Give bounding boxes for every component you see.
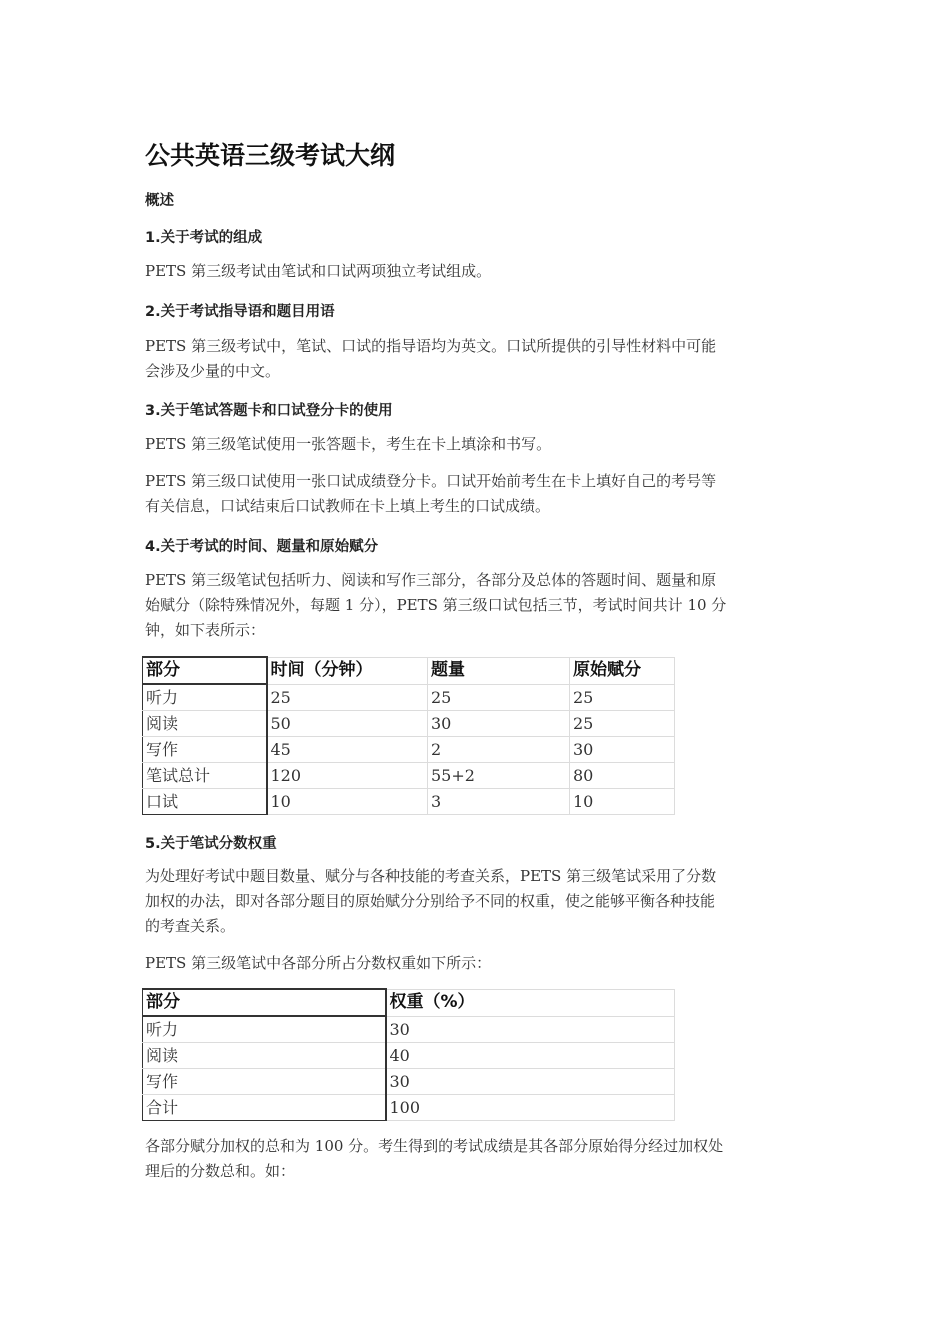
table-cell: 50: [267, 711, 428, 737]
table-cell: 2: [428, 737, 570, 763]
table-cell: 笔试总计: [143, 763, 267, 789]
section-4-paragraph-line: PETS 第三级笔试包括听力、阅读和写作三部分，各部分及总体的答题时间、题量和原: [145, 571, 717, 589]
table-cell: 100: [386, 1095, 675, 1121]
table-row: [143, 1043, 675, 1069]
section-2-heading: 2.关于考试指导语和题目用语: [145, 304, 335, 320]
table-header-cell: 时间（分钟）: [267, 657, 428, 684]
table-cell: 30: [570, 737, 675, 763]
section-5-heading: 5.关于笔试分数权重: [145, 836, 277, 852]
table-cell: 口试: [143, 789, 267, 815]
table-cell: 25: [570, 711, 675, 737]
table-cell: 写作: [143, 1069, 386, 1095]
table-cell: 10: [267, 789, 428, 815]
table-cell: 阅读: [143, 711, 267, 737]
section-4-heading: 4.关于考试的时间、题量和原始赋分: [145, 539, 379, 555]
table-row: [143, 1069, 675, 1095]
table-cell: 听力: [143, 684, 267, 711]
page-title: 公共英语三级考试大纲: [145, 141, 396, 170]
table-cell: 40: [386, 1043, 675, 1069]
section-2-paragraph-line: PETS 第三级考试中，笔试、口试的指导语均为英文。口试所提供的引导性材料中可能: [145, 337, 717, 355]
table-row: [143, 789, 675, 815]
table-header-row: [143, 989, 675, 1016]
table-cell: 80: [570, 763, 675, 789]
section-2-paragraph-line: 会涉及少量的中文。: [145, 362, 281, 380]
score-weight-table: [142, 988, 675, 1121]
table-cell: 听力: [143, 1016, 386, 1043]
table-header-cell: 原始赋分: [570, 657, 675, 684]
table-cell: 30: [428, 711, 570, 737]
table-header-row: [143, 657, 675, 684]
overview-heading: 概述: [145, 193, 174, 209]
table-cell: 55+2: [428, 763, 570, 789]
table-header-cell: 权重（%）: [386, 989, 675, 1016]
table-cell: 写作: [143, 737, 267, 763]
section-5-paragraph-3-line: 理后的分数总和。如：: [145, 1162, 296, 1180]
table-cell: 25: [570, 684, 675, 711]
section-4-paragraph-line: 钟，如下表所示：: [145, 621, 266, 639]
table-cell: 30: [386, 1069, 675, 1095]
table-cell: 30: [386, 1016, 675, 1043]
table-row: [143, 1095, 675, 1121]
table-cell: 25: [428, 684, 570, 711]
table-row: [143, 711, 675, 737]
section-5-paragraph-1-line: 为处理好考试中题目数量、赋分与各种技能的考查关系，PETS 第三级笔试采用了分数: [145, 867, 717, 885]
exam-time-table: [142, 656, 675, 815]
table-cell: 合计: [143, 1095, 386, 1121]
section-3-heading: 3.关于笔试答题卡和口试登分卡的使用: [145, 403, 393, 419]
table-header-cell: 题量: [428, 657, 570, 684]
table-row: [143, 1016, 675, 1043]
section-1-paragraph: PETS 第三级考试由笔试和口试两项独立考试组成。: [145, 262, 492, 280]
section-3-paragraph-1: PETS 第三级笔试使用一张答题卡，考生在卡上填涂和书写。: [145, 435, 552, 453]
table-row: [143, 737, 675, 763]
section-1-heading: 1.关于考试的组成: [145, 230, 263, 246]
section-4-paragraph-line: 始赋分（除特殊情况外，每题 1 分），PETS 第三级口试包括三节，考试时间共计 10 分: [145, 596, 727, 614]
table-header-cell: 部分: [143, 989, 386, 1016]
table-cell: 3: [428, 789, 570, 815]
section-5-paragraph-1-line: 的考查关系。: [145, 917, 236, 935]
table-row: [143, 763, 675, 789]
section-3-paragraph-2-line: PETS 第三级口试使用一张口试成绩登分卡。口试开始前考生在卡上填好自己的考号等: [145, 472, 717, 490]
table-cell: 阅读: [143, 1043, 386, 1069]
table-cell: 45: [267, 737, 428, 763]
section-5-paragraph-2: PETS 第三级笔试中各部分所占分数权重如下所示：: [145, 954, 492, 972]
table-header-cell: 部分: [143, 657, 267, 684]
section-5-paragraph-1-line: 加权的办法，即对各部分题目的原始赋分分别给予不同的权重，使之能够平衡各种技能: [145, 892, 716, 910]
table-cell: 10: [570, 789, 675, 815]
section-3-paragraph-2-line: 有关信息，口试结束后口试教师在卡上填上考生的口试成绩。: [145, 497, 551, 515]
table-row: [143, 684, 675, 711]
table-cell: 25: [267, 684, 428, 711]
table-cell: 120: [267, 763, 428, 789]
section-5-paragraph-3-line: 各部分赋分加权的总和为 100 分。考生得到的考试成绩是其各部分原始得分经过加权处: [145, 1137, 724, 1155]
